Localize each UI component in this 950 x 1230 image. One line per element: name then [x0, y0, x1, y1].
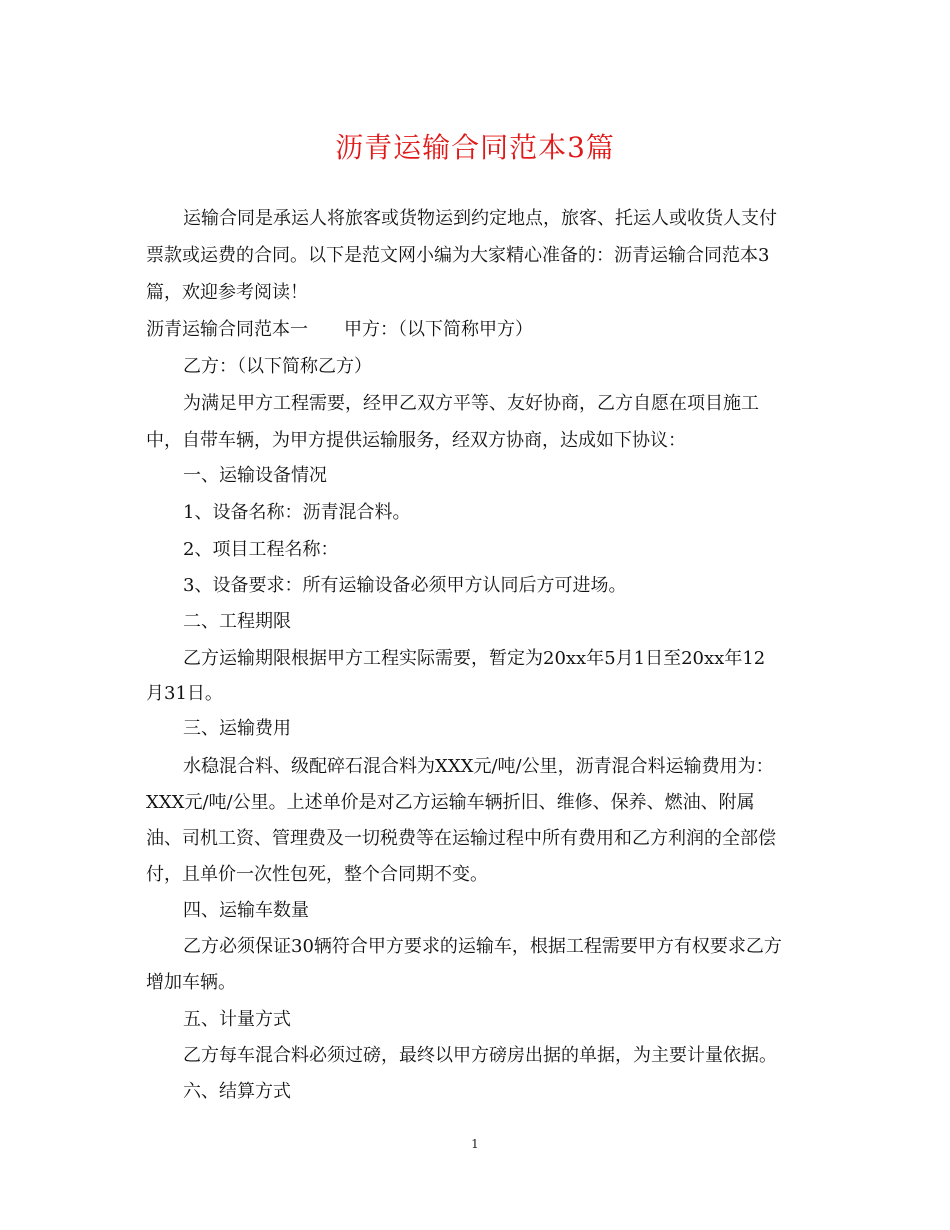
section-3-text-2: XXX元/吨/公里。上述单价是对乙方运输车辆折旧、维修、保养、燃油、附属 [146, 792, 755, 813]
section-3-text-4: 付，且单价一次性包死，整个合同期不变。 [146, 864, 488, 885]
section-1-item-3: 3、设备要求：所有运输设备必须甲方认同后方可进场。 [183, 575, 627, 596]
section-6-heading: 六、结算方式 [183, 1081, 291, 1102]
section-4-heading: 四、运输车数量 [183, 900, 309, 921]
preamble-line-2: 中，自带车辆，为甲方提供运输服务，经双方协商，达成如下协议： [146, 430, 686, 451]
section-3-heading: 三、运输费用 [183, 718, 291, 739]
section-1-item-1: 1、设备名称：沥青混合料。 [183, 502, 411, 523]
intro-line-2: 票款或运费的合同。以下是范文网小编为大家精心准备的：沥青运输合同范本3 [146, 245, 770, 266]
section-3-text-3: 油、司机工资、管理费及一切税费等在运输过程中所有费用和乙方利润的全部偿 [146, 828, 776, 849]
party-b-line: 乙方：（以下简称乙方） [183, 356, 372, 377]
section-4-text-1: 乙方必须保证30辆符合甲方要求的运输车，根据工程需要甲方有权要求乙方 [183, 936, 782, 957]
section-4-text-2: 增加车辆。 [146, 972, 236, 993]
intro-line-3: 篇，欢迎参考阅读！ [146, 282, 308, 303]
section-2-heading: 二、工程期限 [183, 611, 291, 632]
contract-heading-line: 沥青运输合同范本一 甲方：（以下简称甲方） [146, 319, 533, 340]
section-1-item-2: 2、项目工程名称： [183, 539, 339, 560]
document-title: 沥青运输合同范本3篇 [335, 131, 615, 164]
section-1-heading: 一、运输设备情况 [183, 465, 327, 486]
intro-line-1: 运输合同是承运人将旅客或货物运到约定地点，旅客、托运人或收货人支付 [183, 208, 777, 229]
preamble-line-1: 为满足甲方工程需要，经甲乙双方平等、友好协商，乙方自愿在项目施工 [183, 393, 759, 414]
section-2-text-1: 乙方运输期限根据甲方工程实际需要，暂定为20xx年5月1日至20xx年12 [183, 648, 766, 669]
section-5-heading: 五、计量方式 [183, 1009, 291, 1030]
section-5-text-1: 乙方每车混合料必须过磅，最终以甲方磅房出据的单据，为主要计量依据。 [183, 1045, 777, 1066]
section-2-text-2: 月31日。 [146, 683, 223, 704]
section-3-text-1: 水稳混合料、级配碎石混合料为XXX元/吨/公里，沥青混合料运输费用为： [183, 756, 774, 777]
page-number: 1 [471, 1137, 479, 1151]
